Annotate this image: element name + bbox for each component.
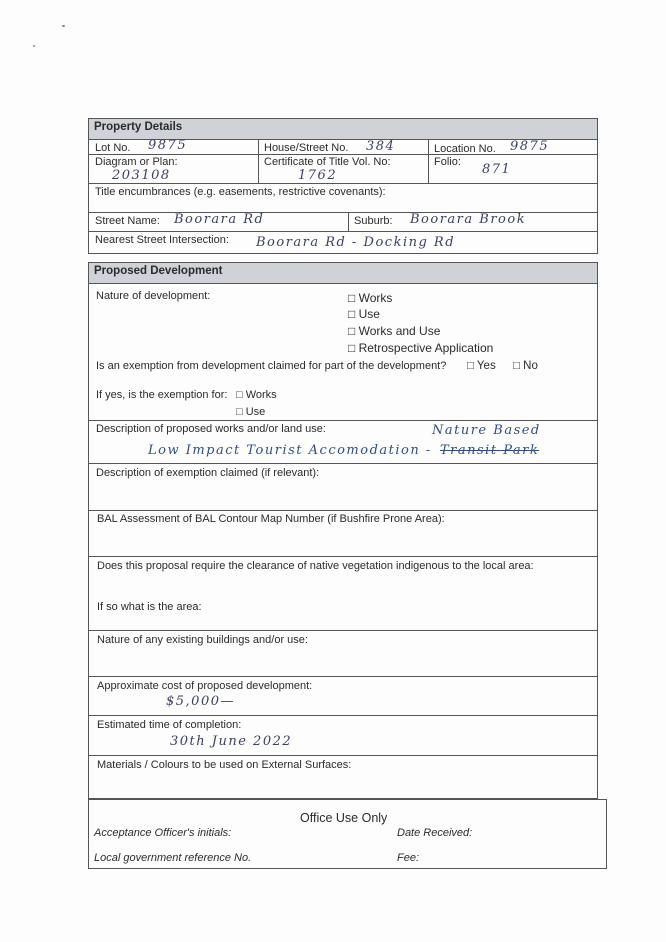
fee-label: Fee:	[397, 852, 420, 864]
description-line1: Nature Based	[432, 423, 541, 438]
intersection-label: Nearest Street Intersection:	[95, 234, 229, 246]
lot-value: 9875	[148, 138, 188, 153]
cost-value: $5,000—	[166, 694, 235, 709]
property-details-header: Property Details	[89, 119, 597, 140]
completion-value: 30th June 2022	[170, 734, 293, 749]
proposed-development-header: Proposed Development	[89, 263, 597, 284]
exemption-description-label: Description of exemption claimed (if relevant):	[96, 467, 320, 479]
divider	[88, 231, 598, 232]
description-label: Description of proposed works and/or land use:	[96, 423, 326, 435]
suburb-label: Suburb:	[354, 215, 393, 227]
cost-label: Approximate cost of proposed development:	[97, 680, 313, 692]
divider	[88, 556, 598, 557]
divider	[88, 463, 598, 464]
exemption-question: Is an exemption from development claimed for part of the development?	[96, 360, 447, 372]
option-works[interactable]: □ Works	[348, 291, 393, 305]
divider	[88, 715, 598, 716]
completion-label: Estimated time of completion:	[97, 719, 242, 731]
divider	[88, 154, 598, 155]
vegetation-label: Does this proposal require the clearance of native vegetation indigenous to the local area:	[97, 560, 534, 572]
materials-label: Materials / Colours to be used on External Surfaces:	[97, 759, 352, 771]
certificate-value: 1762	[298, 168, 338, 183]
office-use-header: Office Use Only	[300, 811, 388, 825]
encumbrances-label: Title encumbrances (e.g. easements, restrictive covenants):	[95, 186, 386, 198]
street-label: Street Name:	[95, 215, 160, 227]
lot-label: Lot No.	[95, 142, 131, 154]
divider	[88, 510, 598, 511]
officer-initials-label: Acceptance Officer's initials:	[94, 827, 232, 839]
area-label: If so what is the area:	[97, 601, 202, 613]
divider	[88, 183, 598, 184]
existing-buildings-label: Nature of any existing buildings and/or use:	[97, 634, 308, 646]
description-line2: Low Impact Tourist Accomodation -	[148, 443, 432, 458]
divider	[348, 212, 349, 231]
scan-speck	[62, 25, 65, 27]
exemption-for-label: If yes, is the exemption for:	[96, 389, 228, 401]
certificate-label: Certificate of Title Vol. No:	[264, 156, 391, 168]
divider	[88, 630, 598, 631]
reference-label: Local government reference No.	[94, 852, 252, 864]
intersection-value: Boorara Rd - Docking Rd	[256, 235, 456, 250]
nature-label: Nature of development:	[96, 290, 211, 302]
location-value: 9875	[510, 139, 550, 154]
option-works-and-use[interactable]: □ Works and Use	[348, 324, 441, 338]
diagram-value: 203108	[112, 168, 171, 183]
divider	[258, 140, 259, 183]
house-label: House/Street No.	[264, 142, 349, 154]
exemption-no-checkbox[interactable]: □ No	[513, 360, 538, 372]
description-struck: Transit Park	[440, 443, 540, 458]
exemption-for-works[interactable]: □ Works	[236, 389, 277, 401]
street-value: Boorara Rd	[174, 212, 265, 227]
divider	[88, 420, 598, 421]
divider	[428, 140, 429, 183]
option-retrospective[interactable]: □ Retrospective Application	[348, 341, 494, 355]
folio-value: 871	[482, 162, 512, 177]
location-label: Location No.	[434, 143, 496, 155]
folio-label: Folio:	[434, 156, 461, 168]
bal-label: BAL Assessment of BAL Contour Map Number (if Bushfire Prone Area):	[97, 513, 445, 525]
suburb-value: Boorara Brook	[410, 212, 527, 227]
exemption-for-use[interactable]: □ Use	[236, 406, 266, 418]
option-use[interactable]: □ Use	[348, 307, 380, 321]
date-received-label: Date Received:	[397, 827, 473, 839]
exemption-yes-checkbox[interactable]: □ Yes	[467, 360, 496, 372]
scan-speck	[33, 45, 35, 47]
divider	[88, 755, 598, 756]
diagram-label: Diagram or Plan:	[95, 156, 178, 168]
divider	[88, 676, 598, 677]
house-value: 384	[366, 139, 396, 154]
